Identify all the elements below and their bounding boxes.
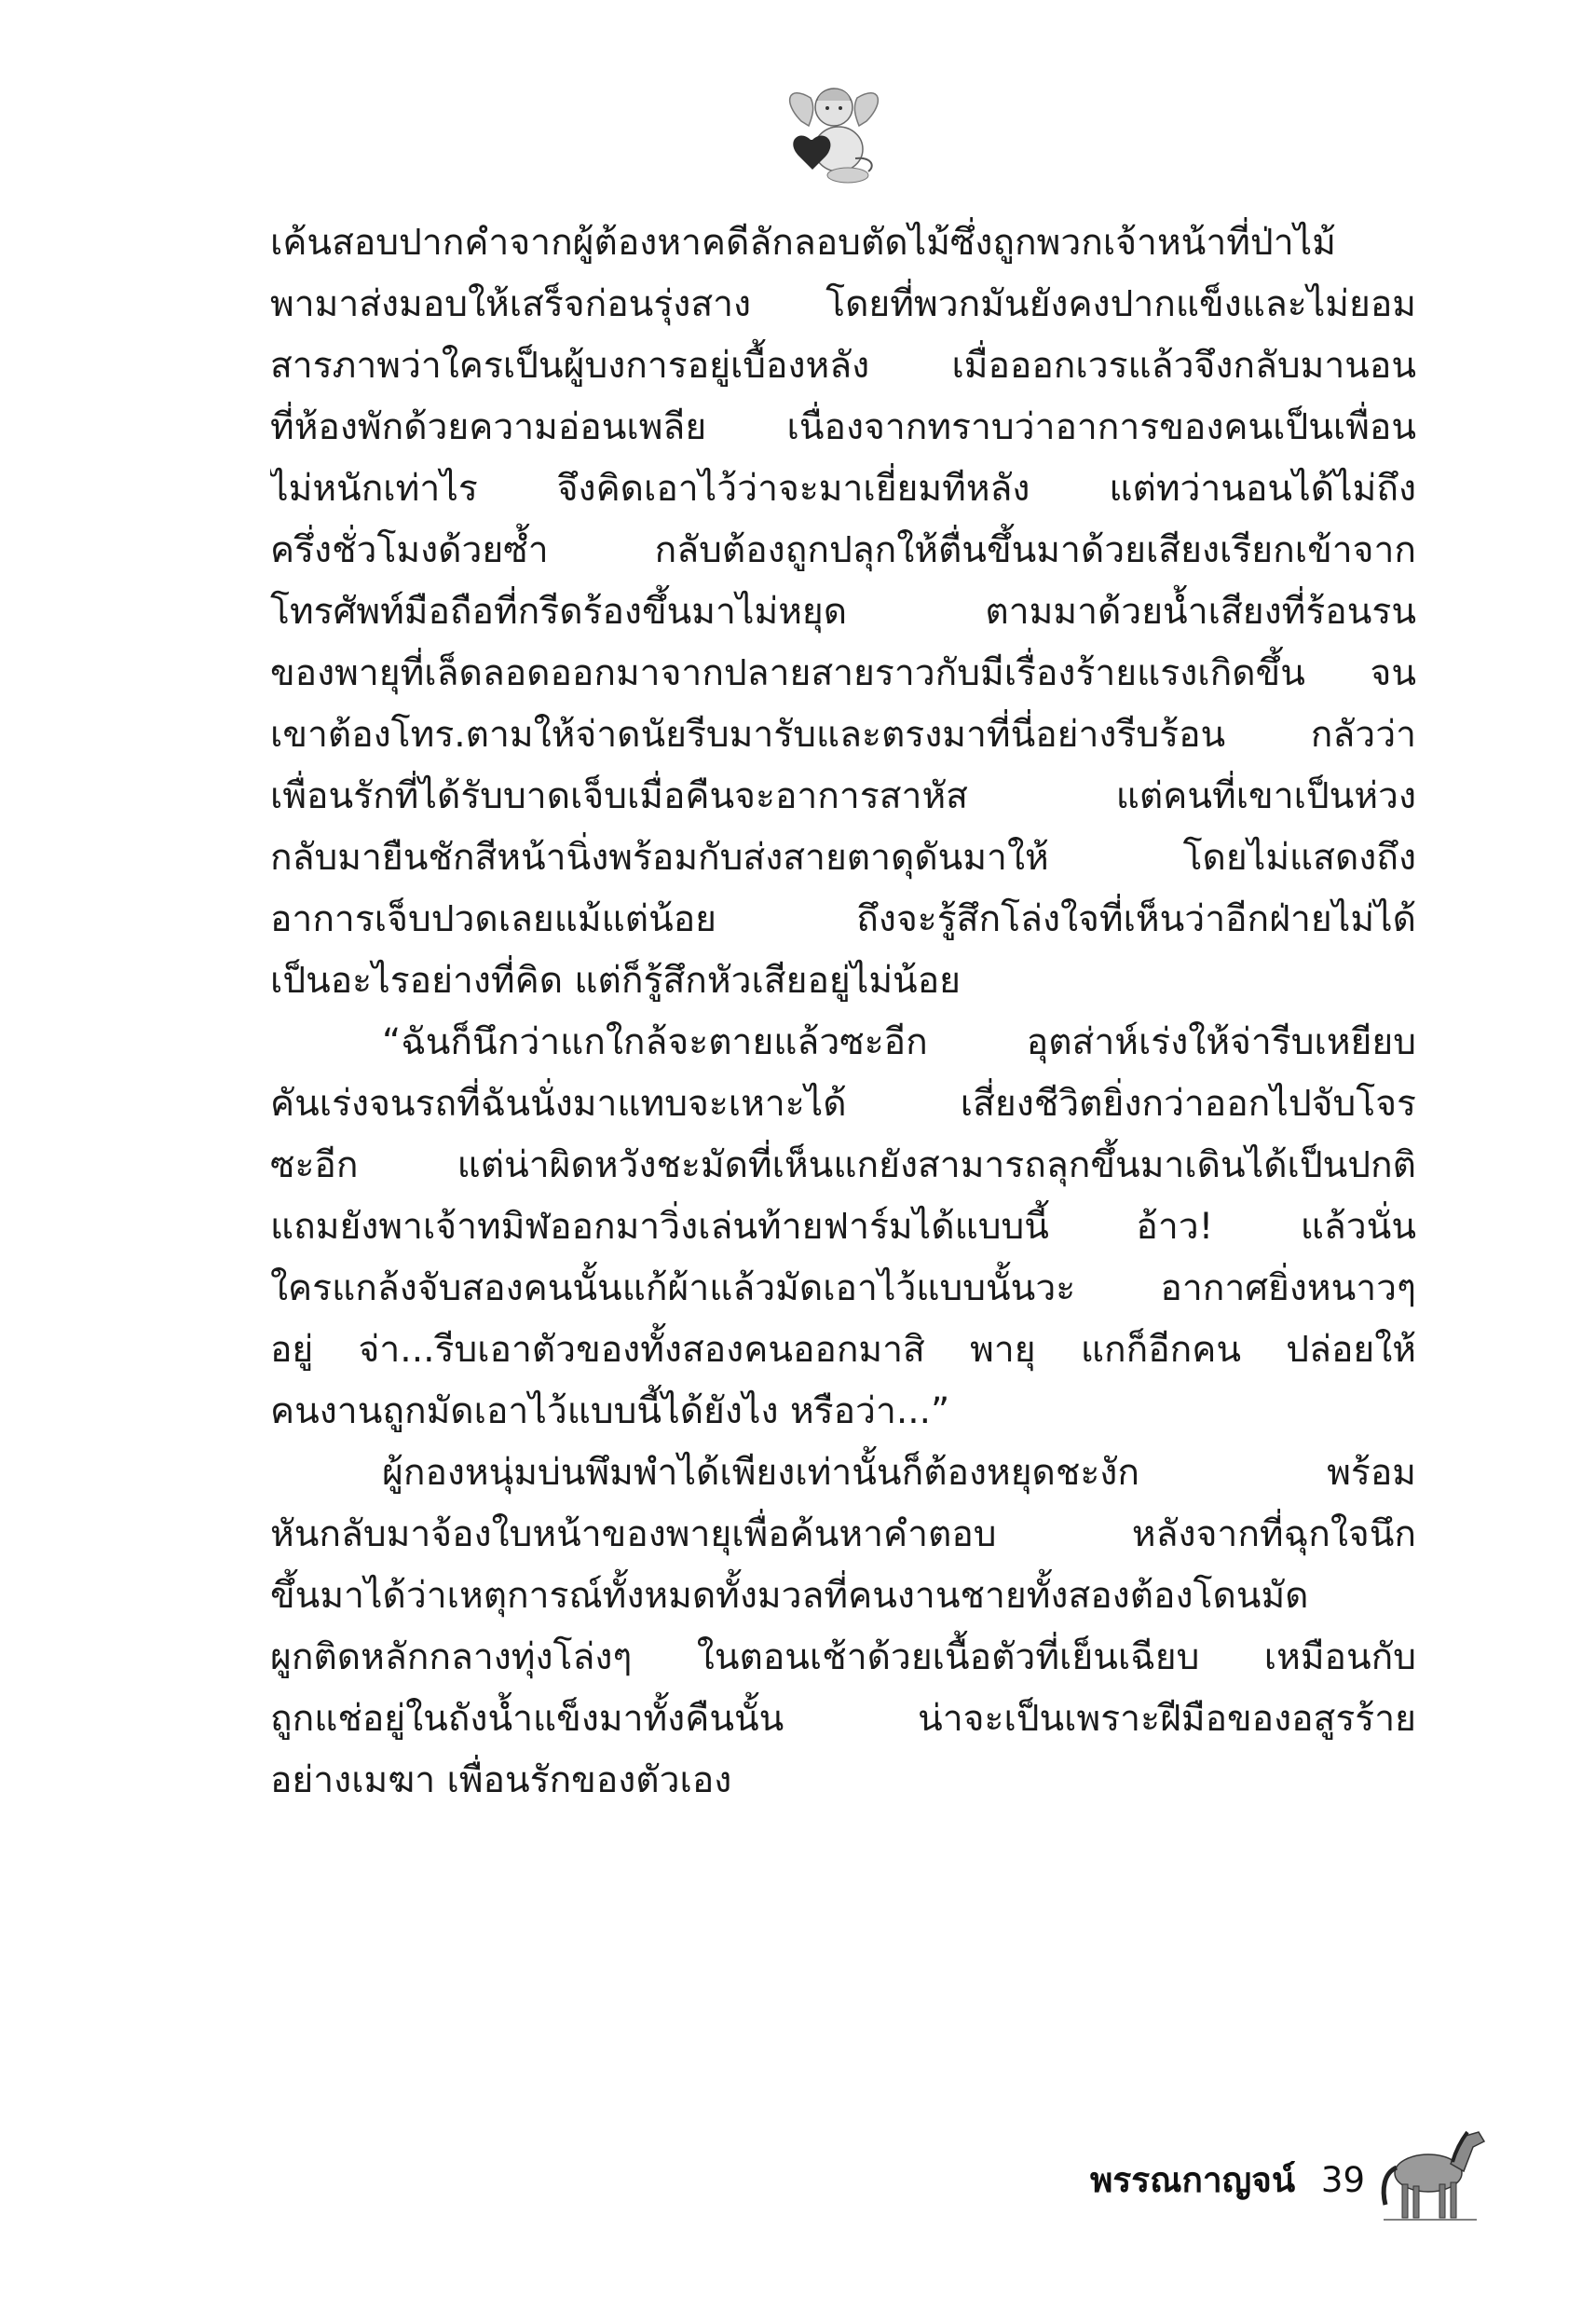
cupid-with-heart-icon xyxy=(783,75,885,186)
text-line: พามาส่งมอบให้เสร็จก่อนรุ่งสาง โดยที่พวกมันยังคงปากแข็งและไม่ยอม xyxy=(270,283,1416,325)
text-line: ใครแกล้งจับสองคนนั้นแก้ผ้าแล้วมัดเอาไว้แบบนั้นวะ อากาศยิ่งหนาวๆ xyxy=(270,1267,1416,1309)
text-line: หันกลับมาจ้องใบหน้าของพายุเพื่อค้นหาคำตอบ หลังจากที่ฉุกใจนึก xyxy=(270,1513,1416,1555)
paragraph xyxy=(270,212,1416,1012)
author-name: พรรณกาญจน์ xyxy=(1090,2160,1296,2200)
text-line: คนงานถูกมัดเอาไว้แบบนี้ได้ยังไง หรือว่า...” xyxy=(270,1390,950,1432)
text-line: โทรศัพท์มือถือที่กรีดร้องขึ้นมาไม่หยุด ตามมาด้วยน้ำเสียงที่ร้อนรน xyxy=(270,591,1416,633)
horse-icon xyxy=(1374,2115,1491,2227)
paragraph xyxy=(270,1012,1416,1443)
text-line: แถมยังพาเจ้าทมิฬออกมาวิ่งเล่นท้ายฟาร์มได้แบบนี้ อ้าว! แล้วนั่น xyxy=(270,1206,1416,1248)
body-text xyxy=(270,212,1416,1812)
text-line: อยู่ จ่า...รีบเอาตัวของทั้งสองคนออกมาสิ พายุ แกก็อีกคน ปล่อยให้ xyxy=(270,1329,1416,1371)
text-line: ที่ห้องพักด้วยความอ่อนเพลีย เนื่องจากทราบว่าอาการของคนเป็นเพื่อน xyxy=(270,406,1416,448)
text-line: คันเร่งจนรถที่ฉันนั่งมาแทบจะเหาะได้ เสี่ยงชีวิตยิ่งกว่าออกไปจับโจร xyxy=(270,1083,1416,1125)
text-line: เค้นสอบปากคำจากผู้ต้องหาคดีลักลอบตัดไม้ซึ่งถูกพวกเจ้าหน้าที่ป่าไม้ xyxy=(270,222,1336,264)
text-line: เป็นอะไรอย่างที่คิด แต่ก็รู้สึกหัวเสียอยู่ไม่น้อย xyxy=(270,960,961,1002)
text-line: สารภาพว่าใครเป็นผู้บงการอยู่เบื้องหลัง เมื่อออกเวรแล้วจึงกลับมานอน xyxy=(270,345,1416,387)
text-line: กลับมายืนชักสีหน้านิ่งพร้อมกับส่งสายตาดุดันมาให้ โดยไม่แสดงถึง xyxy=(270,837,1416,879)
paragraph xyxy=(270,1443,1416,1812)
text-line: ผู้กองหนุ่มบ่นพึมพำได้เพียงเท่านั้นก็ต้องหยุดชะงัก พร้อม xyxy=(382,1452,1416,1494)
text-line: ไม่หนักเท่าไร จึงคิดเอาไว้ว่าจะมาเยี่ยมทีหลัง แต่ทว่านอนได้ไม่ถึง xyxy=(270,468,1416,510)
page-number: 39 xyxy=(1320,2160,1365,2200)
text-line: ขึ้นมาได้ว่าเหตุการณ์ทั้งหมดทั้งมวลที่คนงานชายทั้งสองต้องโดนมัด xyxy=(270,1575,1309,1617)
text-line: ครึ่งชั่วโมงด้วยซ้ำ กลับต้องถูกปลุกให้ตื่นขึ้นมาด้วยเสียงเรียกเข้าจาก xyxy=(270,529,1416,571)
text-line: เขาต้องโทร.ตามให้จ่าดนัยรีบมารับและตรงมาที่นี่อย่างรีบร้อน กลัวว่า xyxy=(270,714,1416,756)
text-line: อาการเจ็บปวดเลยแม้แต่น้อย ถึงจะรู้สึกโล่งใจที่เห็นว่าอีกฝ่ายไม่ได้ xyxy=(270,898,1416,940)
text-line: ของพายุที่เล็ดลอดออกมาจากปลายสายราวกับมีเรื่องร้ายแรงเกิดขึ้น จน xyxy=(270,652,1416,694)
text-line: เพื่อนรักที่ได้รับบาดเจ็บเมื่อคืนจะอาการสาหัส แต่คนที่เขาเป็นห่วง xyxy=(270,775,1416,817)
page-footer xyxy=(1090,2153,1365,2208)
text-line: ผูกติดหลักกลางทุ่งโล่งๆ ในตอนเช้าด้วยเนื้อตัวที่เย็นเฉียบ เหมือนกับ xyxy=(270,1636,1416,1678)
text-line: ถูกแช่อยู่ในถังน้ำแข็งมาทั้งคืนนั้น น่าจะเป็นเพราะฝีมือของอสูรร้าย xyxy=(270,1698,1416,1740)
text-line: อย่างเมฆา เพื่อนรักของตัวเอง xyxy=(270,1759,732,1801)
text-line: “ฉันก็นึกว่าแกใกล้จะตายแล้วซะอีก อุตส่าห์เร่งให้จ่ารีบเหยียบ xyxy=(382,1021,1416,1063)
text-line: ซะอีก แต่น่าผิดหวังชะมัดที่เห็นแกยังสามารถลุกขึ้นมาเดินได้เป็นปกติ xyxy=(270,1144,1416,1186)
